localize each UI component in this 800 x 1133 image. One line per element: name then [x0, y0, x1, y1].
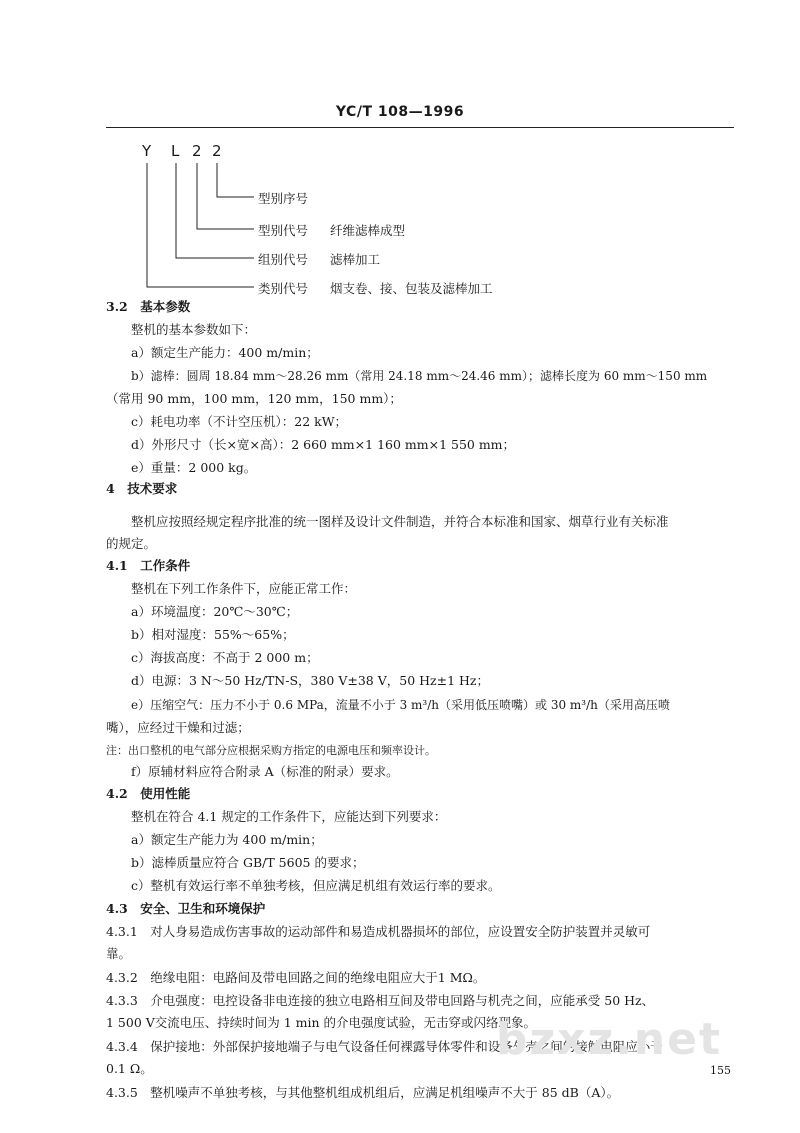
code-label-name: 类别代号 — [258, 281, 309, 296]
list-item: d）电源：3 N～50 Hz/TN-S，380 V±38 V，50 Hz±1 Hz； — [131, 673, 489, 688]
text-line: 嘴），应经过干燥和过滤； — [106, 720, 250, 735]
code-label-type — [258, 221, 405, 239]
code-label-category — [258, 279, 493, 297]
text-line: 整机应按照经规定程序批准的统一图样及设计文件制造，并符合本标准和国家、烟草行业有关标准 — [131, 514, 669, 529]
code-label-name: 组别代号 — [258, 252, 309, 267]
code-letter-group: 2 — [192, 142, 202, 160]
list-item: b）滤棒：圆周 18.84 mm～28.26 mm（常用 24.18 mm～24.46 mm）；滤棒长度为 60 mm～150 mm — [131, 369, 708, 383]
list-item: a）环境温度：20℃～30℃； — [131, 604, 299, 619]
list-item: b）滤棒质量应符合 GB/T 5605 的要求； — [131, 855, 365, 870]
list-item: c）海拔高度：不高于 2 000 m； — [131, 650, 319, 665]
section-heading-3-2: 3.2 基本参数 — [106, 299, 191, 314]
code-letter-l: L — [171, 142, 180, 160]
list-item: c）耗电功率（不计空压机）：22 kW； — [131, 414, 348, 429]
list-item: d）外形尺寸（长×宽×高）：2 660 mm×1 160 mm×1 550 mm； — [131, 437, 516, 452]
clause-4-3-4: 4.3.4 保护接地：外部保护接地端子与电气设备任何裸露导体零件和设备外壳之间的接触电阻应小于 — [106, 1039, 663, 1054]
standard-code: YC/T 108—1996 — [335, 104, 465, 120]
code-letter-type: 2 — [212, 142, 222, 160]
code-label-desc: 滤棒加工 — [330, 252, 381, 267]
watermark: bzxz.net — [496, 1014, 723, 1065]
list-item: e）压缩空气：压力不小于 0.6 MPa，流量不小于 3 m³/h（采用低压喷嘴）或 30 m³/h（采用高压喷 — [131, 698, 670, 712]
text-line: 的规定。 — [106, 536, 157, 551]
list-item: e）重量：2 000 kg。 — [131, 460, 257, 475]
list-item: b）相对湿度：55%～65%； — [131, 627, 295, 642]
list-item: a）额定生产能力为 400 m/min； — [131, 832, 323, 847]
code-label-desc: 烟支卷、接、包装及滤棒加工 — [330, 281, 493, 296]
code-letter-y: Y — [142, 142, 152, 160]
text-line: 0.1 Ω。 — [106, 1061, 153, 1076]
text-line: 整机的基本参数如下： — [131, 322, 257, 337]
clause-4-3-5: 4.3.5 整机噪声不单独考核，与其他整机组成机组后，应满足机组噪声不大于 85 dB（A）。 — [106, 1085, 620, 1100]
clause-4-3-2: 4.3.2 绝缘电阻：电路间及带电回路之间的绝缘电阻应大于1 MΩ。 — [106, 970, 486, 985]
list-item: c）整机有效运行率不单独考核，但应满足机组有效运行率的要求。 — [131, 878, 501, 893]
code-label-desc: 纤维滤棒成型 — [330, 223, 406, 238]
code-connector-lines — [0, 0, 800, 300]
section-heading-4-1: 4.1 工作条件 — [106, 558, 191, 573]
note: 注：出口整机的电气部分应根据采购方指定的电源电压和频率设计。 — [106, 744, 436, 757]
code-label-name: 型别代号 — [258, 223, 309, 238]
code-label-serial — [258, 189, 308, 207]
text-line: 整机在下列工作条件下，应能正常工作： — [131, 581, 357, 596]
clause-4-3-3: 4.3.3 介电强度：电控设备非电连接的独立电路相互间及带电回路与机壳之间，应能承受 50 Hz、 — [106, 993, 655, 1008]
clause-4-3-1: 4.3.1 对人身易造成伤害事故的运动部件和易造成机器损坏的部位，应设置安全防护装置并灵敏可 — [106, 924, 651, 939]
text-line: 1 500 V交流电压、持续时间为 1 min 的介电强度试验，无击穿或闪络现象。 — [106, 1015, 537, 1030]
text-line: （常用 90 mm，100 mm，120 mm，150 mm）； — [106, 391, 402, 406]
code-label-group — [258, 250, 380, 268]
section-heading-4: 4 技术要求 — [106, 481, 178, 496]
list-item: a）额定生产能力：400 m/min； — [131, 345, 319, 360]
text-line: 靠。 — [106, 946, 132, 961]
page-number: 155 — [710, 1064, 731, 1077]
list-item: f）原辅材料应符合附录 A（标准的附录）要求。 — [131, 764, 399, 779]
text-line: 整机在符合 4.1 规定的工作条件下，应能达到下列要求： — [131, 809, 447, 824]
section-heading-4-2: 4.2 使用性能 — [106, 786, 191, 801]
section-heading-4-3: 4.3 安全、卫生和环境保护 — [106, 901, 266, 916]
code-label-name: 型别序号 — [258, 191, 309, 206]
